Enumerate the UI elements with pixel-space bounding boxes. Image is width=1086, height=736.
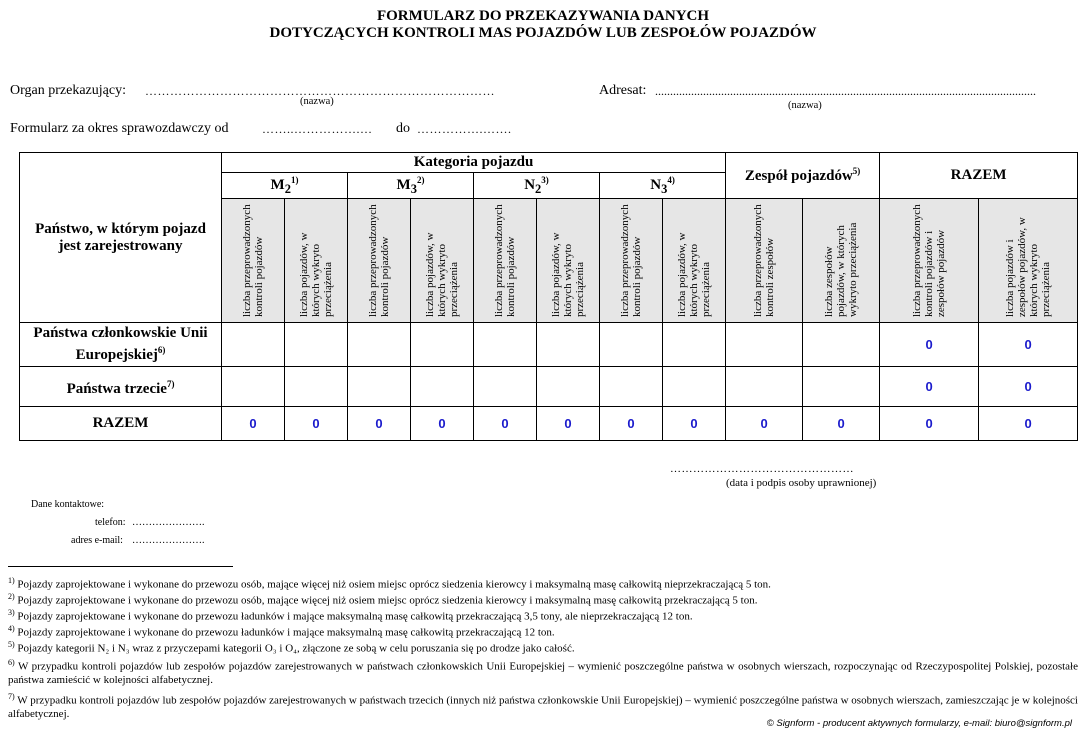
row-label-third: Państwa trzecie$^{7)}$: [20, 367, 222, 407]
table-cell: 0: [979, 367, 1078, 407]
row-label-total: RAZEM: [20, 407, 222, 441]
col-header-count: liczba przeprowadzonych kontroli pojazdów: [474, 199, 537, 323]
table-cell[interactable]: [663, 323, 726, 367]
table-cell: 0: [880, 367, 979, 407]
n3-header: $N_3^{4)}$: [600, 173, 726, 199]
period-from-field[interactable]: ……..…………….…: [262, 122, 373, 136]
table-row-total: [20, 407, 1078, 441]
table-cell: 0: [979, 323, 1078, 367]
n2-header: $N_2^{3)}$: [474, 173, 600, 199]
adresat-sublabel: (nazwa): [788, 100, 822, 111]
table-cell[interactable]: [285, 323, 348, 367]
period-to-label: do: [396, 121, 410, 136]
table-cell: 0: [663, 407, 726, 441]
credit-line: © Signform - producent aktywnych formularzy, e-mail: biuro@signform.pl: [766, 718, 1072, 729]
table-cell[interactable]: [537, 367, 600, 407]
zespol-header: Zespół pojazdów$^{5)}$: [726, 153, 880, 199]
table-cell: 0: [537, 407, 600, 441]
col-header-zespol-over: liczba zespołów pojazdów, w których wykryto przeciążenia: [803, 199, 880, 323]
table-cell: 0: [600, 407, 663, 441]
table-cell[interactable]: [726, 367, 803, 407]
table-cell[interactable]: [663, 367, 726, 407]
table-cell[interactable]: [537, 323, 600, 367]
data-table: [19, 152, 1078, 441]
table-cell: 0: [880, 407, 979, 441]
table-cell: 0: [222, 407, 285, 441]
table-cell[interactable]: [411, 367, 474, 407]
m3-header: $M_3^{2)}$: [348, 173, 474, 199]
table-cell: 0: [979, 407, 1078, 441]
footnote: $^{3)}$ Pojazdy zaprojektowane i wykonane do przewozu ładunków i mające maksymalną masę całkowitą przekraczającą 3,5 tony, ale nieprzekraczającą 12 ton.: [8, 608, 693, 623]
col-header-count: liczba przeprowadzonych kontroli pojazdów: [222, 199, 285, 323]
table-cell[interactable]: [285, 367, 348, 407]
table-cell: 0: [348, 407, 411, 441]
table-row: [20, 323, 1078, 367]
table-cell[interactable]: [726, 323, 803, 367]
footnote: $^{1)}$ Pojazdy zaprojektowane i wykonane do przewozu osób, mające więcej niż osiem miejsc oprócz siedzenia kierowcy i maksymalną masę całkowitą nieprzekraczającą 5 ton.: [8, 576, 771, 591]
col-header-zespol-count: liczba przeprowadzonych kontroli zespołów: [726, 199, 803, 323]
row-label-eu: Państwa członkowskie Unii Europejskiej$^{6)}$: [20, 323, 222, 367]
signature-label: (data i podpis osoby uprawnionej): [726, 477, 877, 489]
phone-field[interactable]: ………………….: [132, 517, 205, 528]
table-cell[interactable]: [411, 323, 474, 367]
adresat-label: Adresat:: [599, 83, 647, 98]
form-title-line1: FORMULARZ DO PRZEKAZYWANIA DANYCH: [376, 8, 710, 24]
footnote: $^{2)}$ Pojazdy zaprojektowane i wykonane do przewozu osób, mające więcej niż osiem miejsc oprócz siedzenia kierowcy i maksymalną masę całkowitą przekraczającą 5 ton.: [8, 592, 758, 607]
table-cell: 0: [474, 407, 537, 441]
m2-header: $M_2^{1)}$: [222, 173, 348, 199]
footnote: $^{6)}$ W przypadku kontroli pojazdów lub zespołów pojazdów zarejestrowanych w państwach członkowskich Unii Europejskiej – wymienić poszczególne państwa w osobnych wierszach, rozpoczynając od Rzeczypospolitej Polskiej, pozostałe państwa zamieścić w kolejności alfabetycznej.: [8, 658, 1079, 686]
organ-label: Organ przekazujący:: [10, 83, 126, 98]
table-cell[interactable]: [348, 323, 411, 367]
footnote-divider: [8, 566, 233, 567]
table-row: [20, 367, 1078, 407]
table-cell[interactable]: [474, 367, 537, 407]
table-cell[interactable]: [222, 323, 285, 367]
table-cell: 0: [726, 407, 803, 441]
signature-field[interactable]: …………………………………………: [670, 463, 854, 475]
col-header-over: liczba pojazdów, w których wykryto przeciążenia: [537, 199, 600, 323]
table-cell: 0: [880, 323, 979, 367]
col-header-over: liczba pojazdów, w których wykryto przeciążenia: [285, 199, 348, 323]
col-header-over: liczba pojazdów, w których wykryto przeciążenia: [663, 199, 726, 323]
col-header-over: liczba pojazdów, w których wykryto przeciążenia: [411, 199, 474, 323]
table-cell[interactable]: [600, 323, 663, 367]
period-to-field[interactable]: …………….…….: [417, 122, 512, 136]
form-title-line2: DOTYCZĄCYCH KONTROLI MAS POJAZDÓW LUB ZESPOŁÓW POJAZDÓW: [269, 25, 817, 41]
footnote: $^{5)}$ Pojazdy kategorii N₂ i N₃ wraz z przyczepami kategorii O₃ i O₄, złączone ze sobą w celu poruszania się po drodze jako całość.: [8, 640, 575, 655]
table-cell[interactable]: [222, 367, 285, 407]
table-cell[interactable]: [474, 323, 537, 367]
phone-label: telefon:: [95, 517, 126, 528]
adresat-field[interactable]: ...............................................................................................................................: [655, 84, 1036, 98]
col-header-count: liczba przeprowadzonych kontroli pojazdów: [600, 199, 663, 323]
col-header-razem-over: liczba pojazdów i zespołów pojazdów, w których wykryto przeciążenia: [979, 199, 1078, 323]
period-label: Formularz za okres sprawozdawczy od: [10, 121, 229, 136]
contact-title: Dane kontaktowe:: [31, 499, 105, 510]
table-cell: 0: [803, 407, 880, 441]
country-header: Państwo, w którym pojazd jest zarejestrowany: [20, 153, 222, 323]
col-header-count: liczba przeprowadzonych kontroli pojazdów: [348, 199, 411, 323]
organ-sublabel: (nazwa): [300, 96, 334, 107]
table-cell: 0: [285, 407, 348, 441]
footnote: $^{4)}$ Pojazdy zaprojektowane i wykonane do przewozu ładunków i mające maksymalną masę całkowitą przekraczającą 12 ton.: [8, 624, 555, 639]
table-cell: 0: [411, 407, 474, 441]
organ-field[interactable]: …………………………………………………………………………: [145, 84, 495, 98]
table-cell[interactable]: [600, 367, 663, 407]
table-cell[interactable]: [803, 367, 880, 407]
footnote: $^{7)}$ W przypadku kontroli pojazdów lub zespołów pojazdów zarejestrowanych w państwach trzecich (innych niż państwa członkowskie Unii Europejskiej) – wymienić poszczególne państwa w osobnych wierszach, zamieszczając je w kolejności alfabetycznej.: [8, 692, 1078, 720]
category-header: Kategoria pojazdu: [222, 153, 726, 173]
table-cell[interactable]: [803, 323, 880, 367]
email-field[interactable]: ………………….: [132, 535, 205, 546]
email-label: adres e-mail:: [71, 535, 123, 546]
razem-header: RAZEM: [880, 153, 1078, 199]
col-header-razem-count: liczba przeprowadzonych kontroli pojazdów i zespołów pojazdów: [880, 199, 979, 323]
table-cell[interactable]: [348, 367, 411, 407]
